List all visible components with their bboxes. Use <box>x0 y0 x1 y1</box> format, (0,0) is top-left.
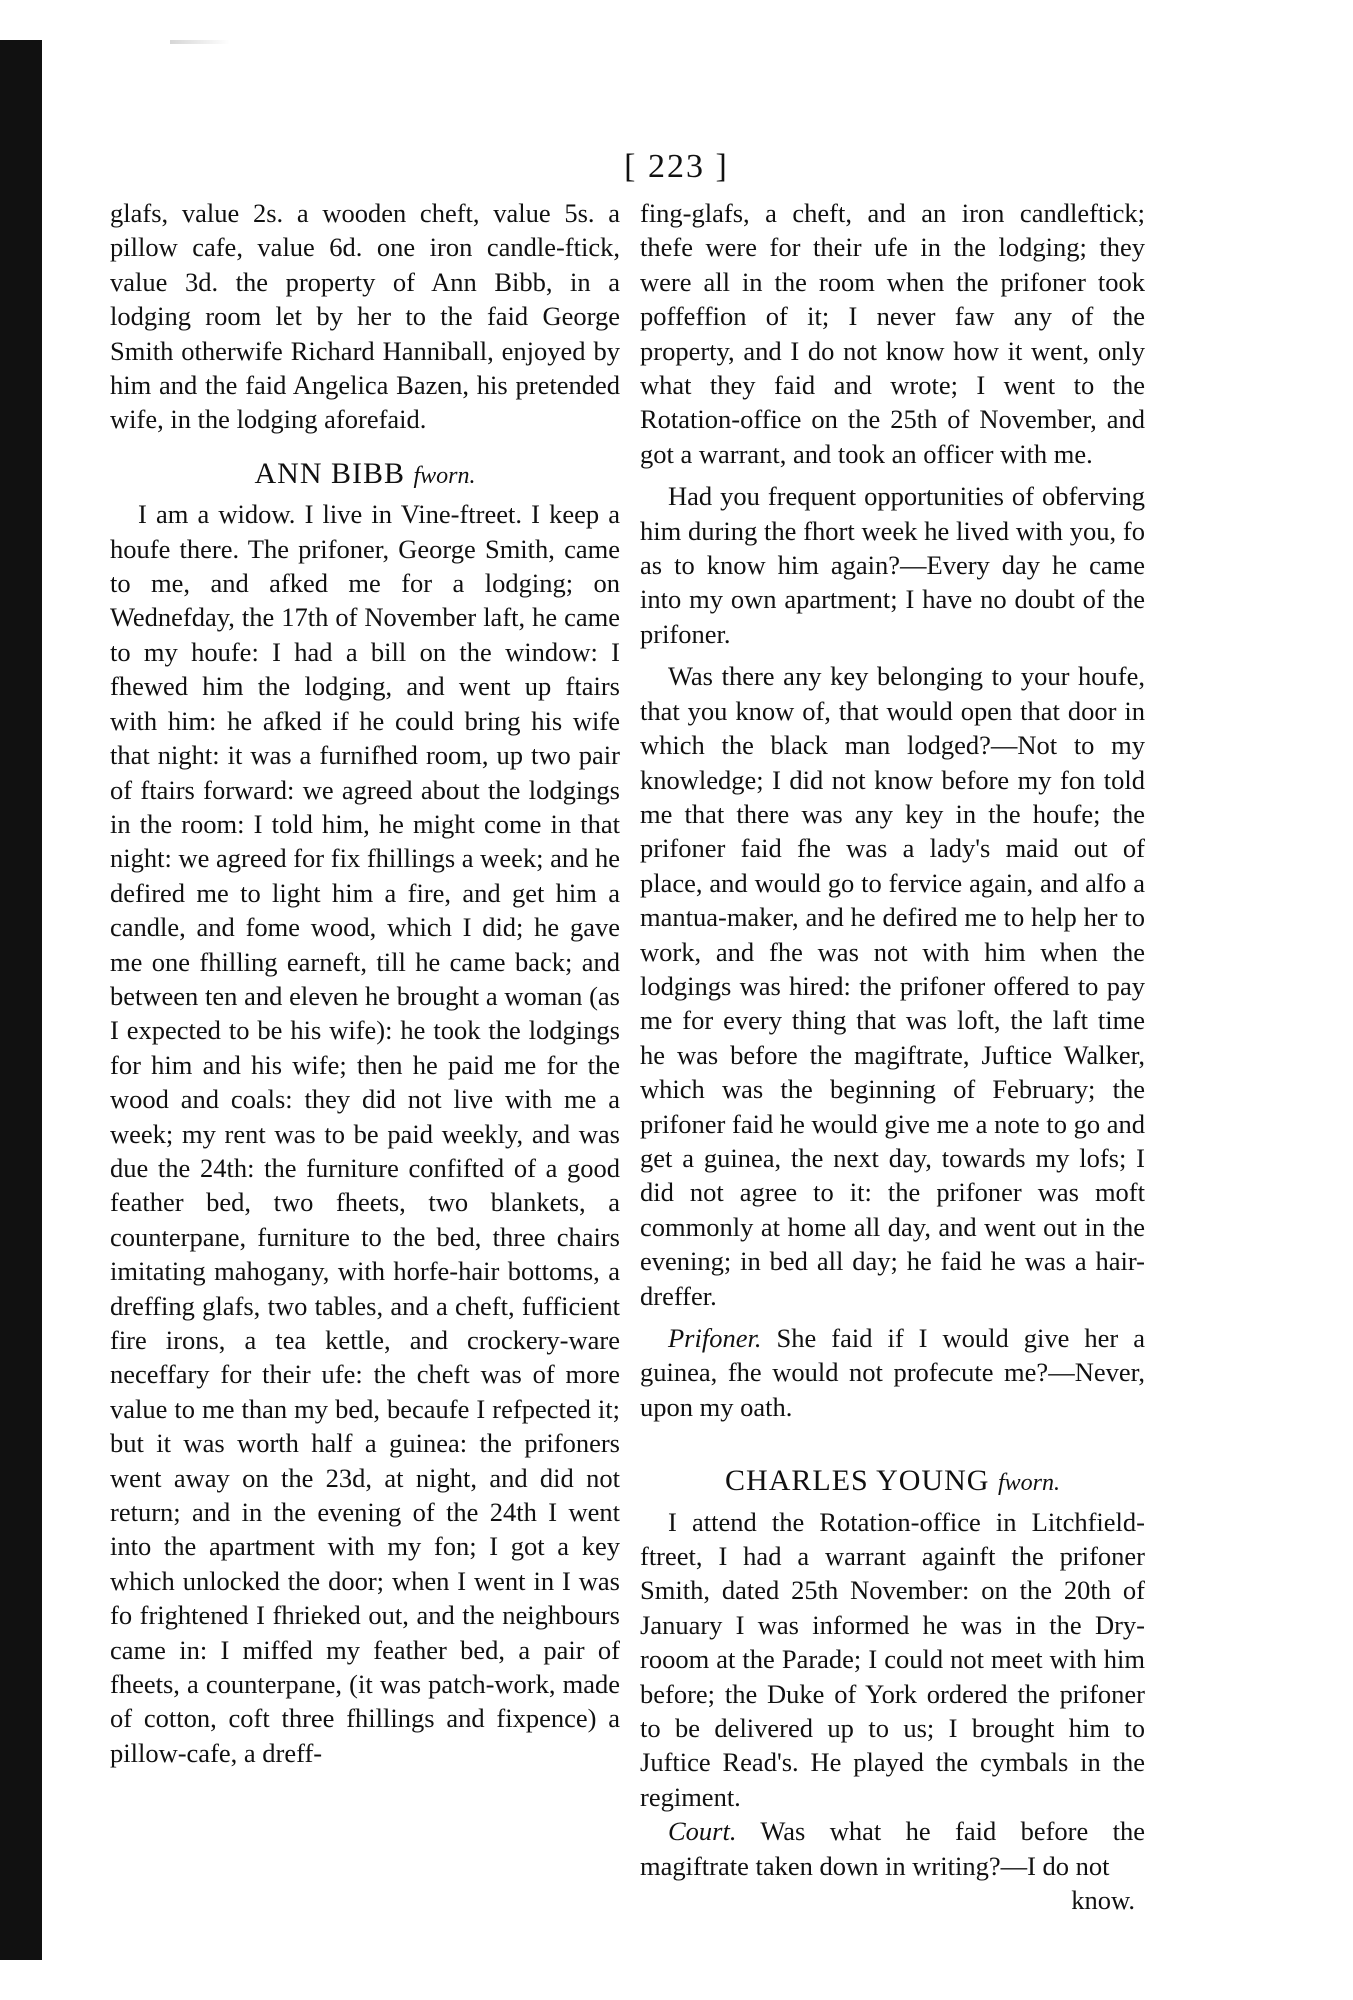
book-spine-shadow <box>0 40 42 1960</box>
sworn-label-2: fworn. <box>997 1470 1060 1497</box>
prisoner-question-text: She faid if I would give her a guinea, fhe would not profecute me?—Never, upon my oath. <box>640 1323 1146 1422</box>
sworn-label: fworn. <box>413 462 476 489</box>
witness-heading-charles-young <box>640 1464 1145 1500</box>
speaker-label-court: Court. <box>668 1816 737 1847</box>
witness-heading-ann-bibb <box>110 457 620 493</box>
question-answer-2: Was there any key belonging to your houfe, that you know of, that would open that door in which the black man lodged?—Not to my knowledge; I did not know before my fon told me that there was any key in the houfe; the prifoner faid fhe was a lady's maid out of place, and would go to fervice again, and alfo a mantua-maker, and he defired me to help her to work, and fhe was not with him when the lodgings was hired: the prifoner offered to pay me for every thing that was loft, the laft time he was before the magiftrate, Juftice Walker, which was the beginning of February; the prifoner faid he would give me a note to go and get a guinea, the next day, towards my lofs; I did not agree to it: the prifoner was moft commonly at home all day, and went out in the evening; in bed all day; he faid he was a hair-dreffer. <box>640 661 1145 1311</box>
court-question-text: Was what he faid before the magiftrate taken down in writing?—I do not <box>640 1816 1145 1881</box>
witness-name: ANN BIBB <box>254 456 405 490</box>
catchword: know. <box>1071 1885 1135 1916</box>
margin-mark <box>170 40 230 44</box>
prisoner-question <box>640 1321 1145 1424</box>
opening-paragraph: glafs, value 2s. a wooden cheft, value 5s. a pillow cafe, value 6d. one iron candle-ftick, value 3d. the property of Ann Bibb, in a lodging room let by her to the faid George Smith otherwife Richard Hanniball, enjoyed by him and the faid Angelica Bazen, his pretended wife, in the lodging aforefaid. <box>110 198 620 435</box>
testimony-continuation: fing-glafs, a cheft, and an iron candleftick; thefe were for their ufe in the lodging; they were all in the room when the prifoner took poffeffion of it; I never faw any of the property, and I do not know how it went, only what they faid and wrote; I went to the Rotation-office on the 25th of November, and got a warrant, and took an officer with me. <box>640 198 1145 469</box>
speaker-label-prisoner: Prifoner. <box>668 1323 762 1353</box>
left-column <box>110 196 620 1770</box>
ann-bibb-testimony: I am a widow. I live in Vine-ftreet. I keep a houfe there. The prifoner, George Smith, came to me, and afked me for a lodging; on Wednefday, the 17th of November laft, he came to my houfe: I had a bill on the window: I fhewed him the lodging, and went up ftairs with him: he afked if he could bring his wife that night: it was a furnifhed room, up two pair of ftairs forward: we agreed about the lodgings in the room: I told him, he might come in that night: we agreed for fix fhillings a week; and he defired me to light him a fire, and get him a candle, and fome wood, which I did; he gave me one fhilling earneft, till he came back; and between ten and eleven he brought a woman (as I expected to be his wife): he took the lodgings for him and his wife; then he paid me for the wood and coals: they did not live with me a week; my rent was to be paid weekly, and was due the 24th: the furniture confifted of a good feather bed, two fheets, two blankets, a counterpane, furniture to the bed, three chairs imitating mahogany, with horfe-hair bottoms, a dreffing glafs, two tables, and a cheft, fufficient fire irons, a tea kettle, and crockery-ware neceffary for their ufe: the cheft was of more value to me than my bed, becaufe I refpected it; but it was worth half a guinea: the prifoners went away on the 23d, at night, and did not return; and in the evening of the 24th I went into the apartment with my fon; I got a key which unlocked the door; when I went in I was fo frightened I fhrieked out, and the neighbours came in: I miffed my feather bed, a pair of fheets, a counterpane, (it was patch-work, made of cotton, coft three fhillings and fixpence) a pillow-cafe, a dreff- <box>110 499 620 1768</box>
witness-name-2: CHARLES YOUNG <box>725 1464 990 1498</box>
question-answer-1: Had you frequent opportunities of obferving him during the fhort week he lived with you, fo as to know him again?—Every day he came into my own apartment; I have no doubt of the prifoner. <box>640 481 1145 649</box>
charles-young-testimony: I attend the Rotation-office in Litchfield-ftreet, I had a warrant againft the prifoner Smith, dated 25th November: on the 20th of January I was informed he was in the Dry-rooom at the Parade; I could not meet with him before; the Duke of York ordered the prifoner to be delivered up to us; I brought him to Juftice Read's. He played the cymbals in the regiment. <box>640 1506 1145 1812</box>
page-number: [ 223 ] <box>624 148 729 185</box>
right-column <box>640 196 1145 1918</box>
court-question <box>640 1814 1145 1883</box>
